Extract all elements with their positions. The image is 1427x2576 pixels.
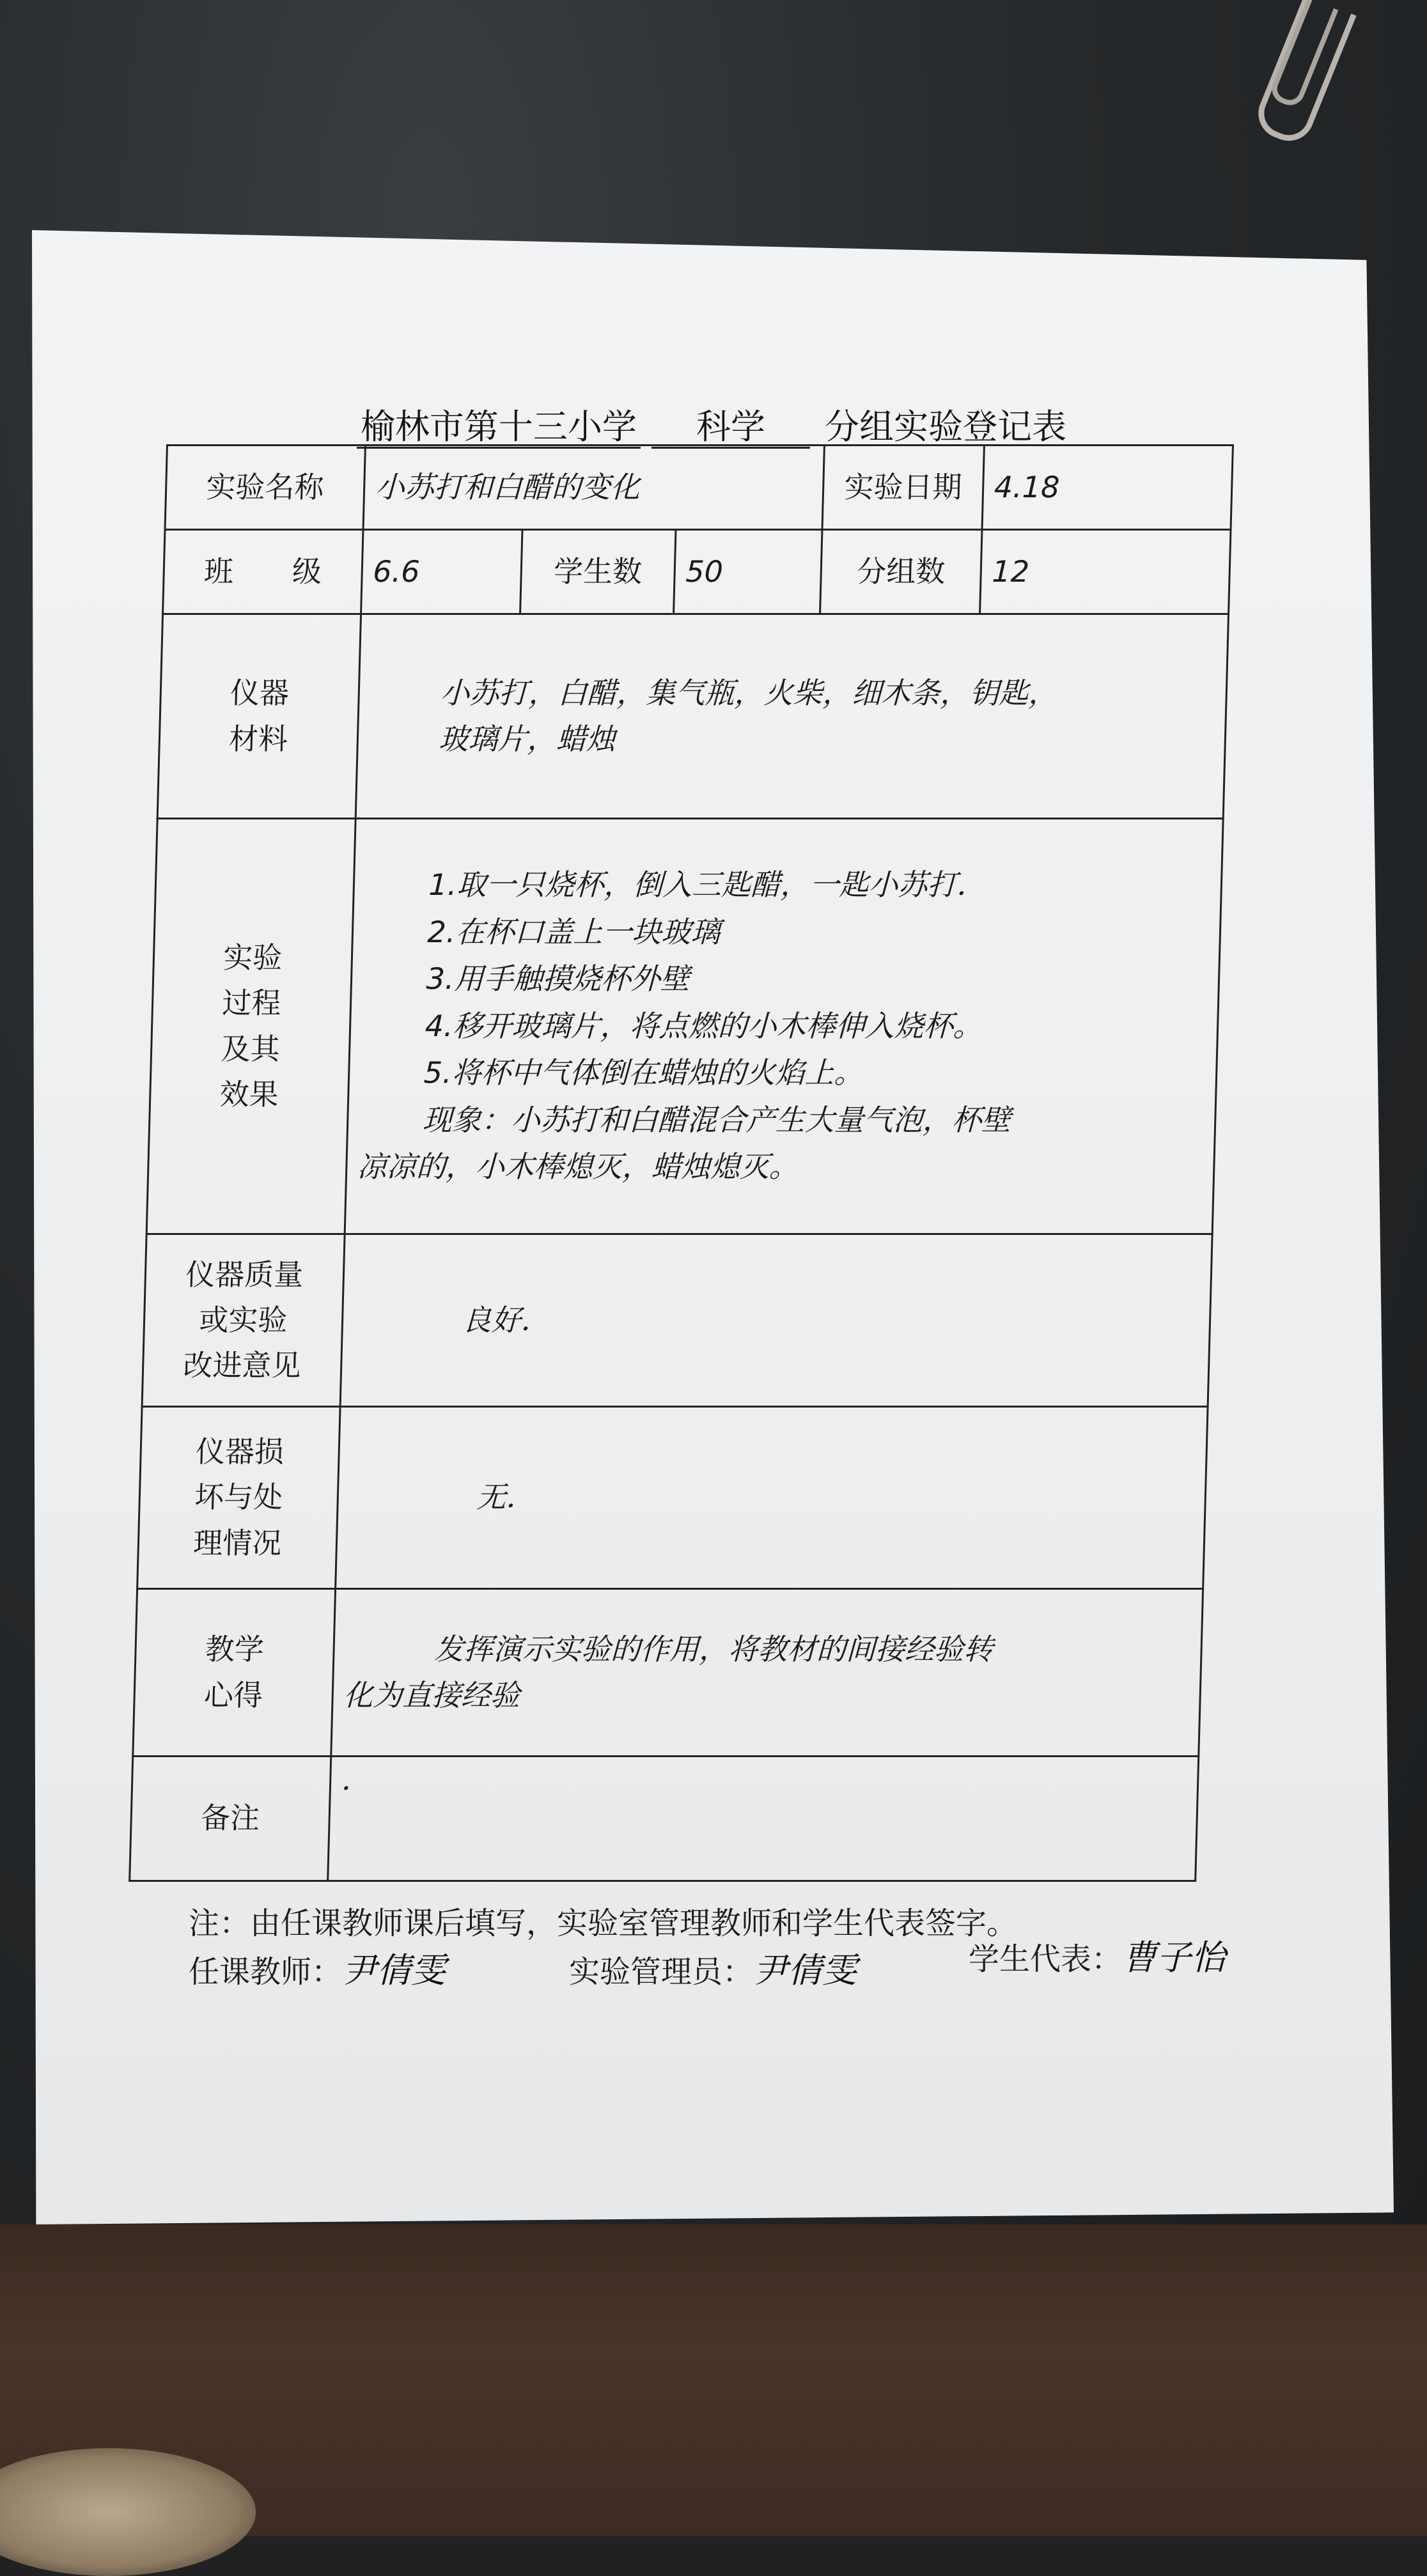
rep-signature[interactable]: 曹子怡 [1122, 1937, 1226, 1978]
admin-signature[interactable]: 尹倩雯 [753, 1950, 857, 1990]
exp-name-value[interactable]: 小苏打和白醋的变化 [363, 446, 825, 530]
exp-name-label: 实验名称 [165, 446, 365, 530]
quality-label-line1: 仪器质量 [185, 1257, 304, 1292]
form-title [0, 400, 1427, 449]
process-value[interactable] [345, 819, 1223, 1234]
materials-label-line2: 材料 [228, 721, 288, 756]
damage-value[interactable] [335, 1407, 1208, 1589]
subject-name: 科学 [651, 407, 810, 449]
reflection-line2: 化为直接经验 [343, 1677, 521, 1712]
process-phenomenon: 现象：小苏打和白醋混合产生大量气泡，杯壁 [422, 1102, 1011, 1137]
remarks-value[interactable]: ． [327, 1757, 1199, 1881]
admin-signature-line [569, 1943, 857, 1992]
row-remarks [130, 1757, 1199, 1881]
class-value[interactable]: 6.6 [361, 530, 522, 614]
materials-label [157, 614, 361, 819]
damage-label-line2: 坏与处 [194, 1480, 283, 1515]
process-label-line1: 实验 [222, 940, 283, 975]
groups-label: 分组数 [820, 530, 982, 614]
quality-label-line3: 改进意见 [182, 1348, 302, 1383]
rep-label: 学生代表： [969, 1941, 1123, 1977]
school-name: 榆林市第十三小学 [357, 407, 641, 449]
process-label-line2: 过程 [221, 986, 282, 1021]
process-label [146, 819, 355, 1234]
form-name: 分组实验登记表 [825, 407, 1067, 447]
row-reflection [133, 1589, 1203, 1757]
materials-line1: 小苏打，白醋，集气瓶，火柴，细木条，钥匙， [439, 676, 1059, 711]
admin-label: 实验管理员： [569, 1954, 754, 1990]
teacher-signature[interactable]: 尹倩雯 [342, 1950, 446, 1990]
damage-label [137, 1407, 340, 1589]
process-step-5: 5.将杯中气体倒在蜡烛的火焰上。 [423, 1055, 864, 1090]
row-materials [157, 614, 1228, 819]
groups-value[interactable]: 12 [979, 530, 1231, 614]
quality-label-line2: 或实验 [198, 1302, 288, 1337]
reflection-label [133, 1589, 335, 1757]
process-label-line3: 及其 [220, 1031, 281, 1066]
student-rep-signature-line [969, 1930, 1226, 1980]
row-experiment-name [165, 446, 1233, 530]
reflection-value[interactable] [331, 1589, 1203, 1757]
process-step-2: 2.在杯口盖上一块玻璃 [426, 914, 721, 949]
process-step-4: 4.移开玻璃片，将点燃的小木棒伸入烧杯。 [425, 1008, 983, 1043]
remarks-label: 备注 [130, 1757, 331, 1881]
experiment-record-table [129, 444, 1234, 1882]
damage-label-line1: 仪器损 [195, 1434, 285, 1470]
row-quality [142, 1234, 1212, 1407]
row-class-info [163, 530, 1231, 614]
exp-date-label: 实验日期 [822, 446, 984, 530]
damage-label-line3: 理情况 [192, 1525, 282, 1560]
class-label: 班 级 [163, 530, 363, 614]
process-label-line4: 效果 [219, 1076, 279, 1112]
form-footnote: 注：由任课教师课后填写，实验室管理教师和学生代表签字。 [189, 1905, 1018, 1941]
reflection-label-line1: 教学 [205, 1632, 265, 1667]
reflection-line1: 发挥演示实验的作用，将教材的间接经验转 [433, 1632, 994, 1667]
quality-label [142, 1234, 345, 1407]
process-step-3: 3.用手触摸烧杯外壁 [425, 961, 690, 997]
quality-value[interactable] [340, 1234, 1212, 1407]
teacher-signature-line [189, 1943, 446, 1992]
quality-text: 良好． [462, 1302, 551, 1337]
teacher-label: 任课教师： [189, 1954, 343, 1990]
reflection-label-line2: 心得 [203, 1677, 263, 1712]
row-damage [137, 1407, 1208, 1589]
students-value[interactable]: 50 [673, 530, 822, 614]
process-step-1: 1.取一只烧杯，倒入三匙醋，一匙小苏打． [428, 867, 987, 902]
materials-value[interactable] [355, 614, 1229, 819]
students-label: 学生数 [520, 530, 676, 614]
process-phenomenon-cont: 凉凉的，小木棒熄灭，蜡烛熄灭。 [357, 1149, 799, 1184]
exp-date-value[interactable]: 4.18 [982, 446, 1233, 530]
row-process [146, 819, 1223, 1234]
materials-label-line1: 仪器 [230, 676, 290, 711]
damage-text: 无． [476, 1480, 536, 1515]
materials-line2: 玻璃片，蜡烛 [438, 721, 616, 756]
